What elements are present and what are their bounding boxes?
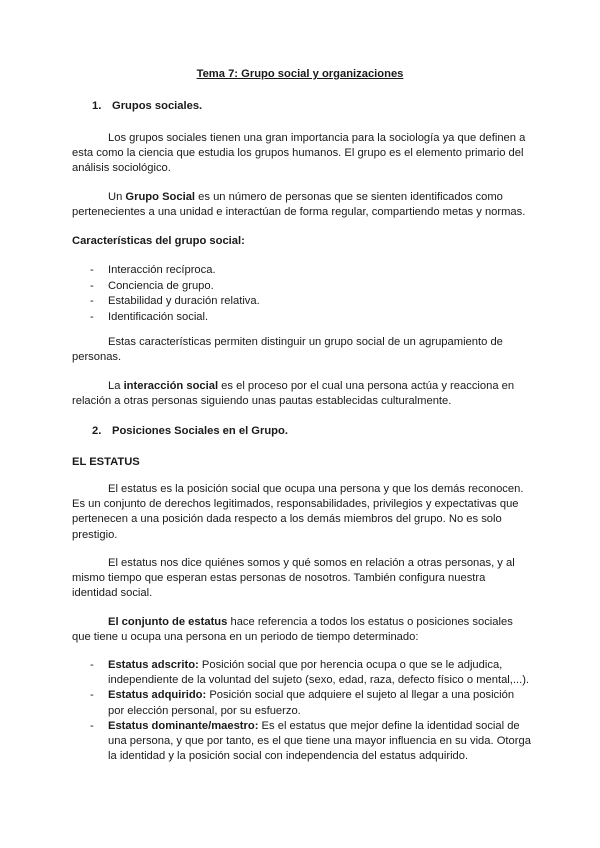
dash-bullet: - xyxy=(90,719,94,732)
term-grupo-social: Grupo Social xyxy=(125,191,196,203)
section-1-number: 1. xyxy=(92,100,102,112)
text-fragment: La xyxy=(108,380,124,392)
list-item-text: Estabilidad y duración relativa. xyxy=(108,295,260,308)
list-item-text: Es el estatus que mejor define la identidad social de una persona, y que por tanto, es el que tiene una mayor influencia en su vida. Otorga la identidad y la posición social con independencia del estatus adquirido. xyxy=(108,719,531,763)
paragraph-conjunto-estatus xyxy=(72,615,532,645)
text-fragment: es un número de personas que se sienten identificados como pertenecientes a una unidad e interactúan de forma regular, compartiendo metas y normas. xyxy=(72,191,526,219)
list-item xyxy=(72,310,532,326)
paragraph-characteristics-summary: Estas características permiten distinguir un grupo social de un agrupamiento de personas. xyxy=(72,336,503,364)
term-interaccion-social: interacción social xyxy=(123,380,219,392)
list-item-text: Posición social que adquiere el sujeto al llegar a una posición por elección personal, por su esfuerzo. xyxy=(108,689,515,717)
section-2-number: 2. xyxy=(92,425,102,437)
list-item xyxy=(72,658,532,688)
text-fragment: Un xyxy=(108,191,126,203)
paragraph-grupo-social-def xyxy=(72,190,532,220)
dash-bullet: - xyxy=(90,279,94,292)
paragraph-grupos-intro: Los grupos sociales tienen una gran importancia para la sociología ya que definen a esta como la ciencia que estudia los grupos humanos. El grupo es el elemento primario del análisis sociológico. xyxy=(72,132,526,175)
characteristics-heading: Características del grupo social: xyxy=(72,235,245,247)
term-estatus-adscrito: Estatus adscrito: xyxy=(108,659,199,671)
section-2-title: Posiciones Sociales en el Grupo. xyxy=(112,425,288,437)
list-item xyxy=(72,719,532,765)
section-1-heading xyxy=(92,100,202,112)
paragraph-interaccion-social xyxy=(72,379,532,409)
estatus-heading: EL ESTATUS xyxy=(72,456,140,468)
paragraph-estatus-identity: El estatus nos dice quiénes somos y qué somos en relación a otras personas, y al mismo tiempo que esperan estas personas de nosotros. También configura nuestra identidad social. xyxy=(72,557,515,600)
list-item xyxy=(72,279,532,295)
list-item xyxy=(72,294,532,310)
term-estatus-adquirido: Estatus adquirido: xyxy=(108,689,207,702)
estatus-types-list xyxy=(72,658,532,764)
list-item-text: Conciencia de grupo. xyxy=(108,279,214,292)
dash-bullet: - xyxy=(90,295,94,308)
term-conjunto-estatus: El conjunto de estatus xyxy=(108,616,228,628)
dash-bullet: - xyxy=(90,264,94,276)
characteristics-list xyxy=(72,263,532,325)
page-title: Tema 7: Grupo social y organizaciones xyxy=(196,68,404,80)
section-2-heading xyxy=(92,425,288,437)
dash-bullet: - xyxy=(90,659,94,671)
text-fragment: es el proceso por el cual una persona actúa y reacciona en relación a otras personas siguiendo unas pautas establecidas culturalmente. xyxy=(72,380,515,408)
list-item-text: Identificación social. xyxy=(108,310,209,323)
term-estatus-dominante: Estatus dominante/maestro: xyxy=(108,719,259,732)
dash-bullet: - xyxy=(90,310,94,323)
list-item xyxy=(72,263,532,279)
list-item-text: Interacción recíproca. xyxy=(108,264,216,276)
text-fragment: hace referencia a todos los estatus o posiciones sociales que tiene u ocupa una persona en un periodo de tiempo determinado: xyxy=(72,616,513,644)
section-1-title: Grupos sociales. xyxy=(112,100,203,112)
paragraph-estatus-def: El estatus es la posición social que ocupa una persona y que los demás reconocen. Es un conjunto de derechos legitimados, responsabilidades, privilegios y expectativas que pertenecen a una posición dada respecto a los demás miembros del grupo. No es solo prestigio. xyxy=(72,483,524,541)
dash-bullet: - xyxy=(90,689,94,702)
list-item xyxy=(72,688,532,718)
list-item-text: Posición social que por herencia ocupa o que se le adjudica, independiente de la voluntad del sujeto (sexo, edad, raza, defecto físico o mental,...). xyxy=(108,659,530,687)
